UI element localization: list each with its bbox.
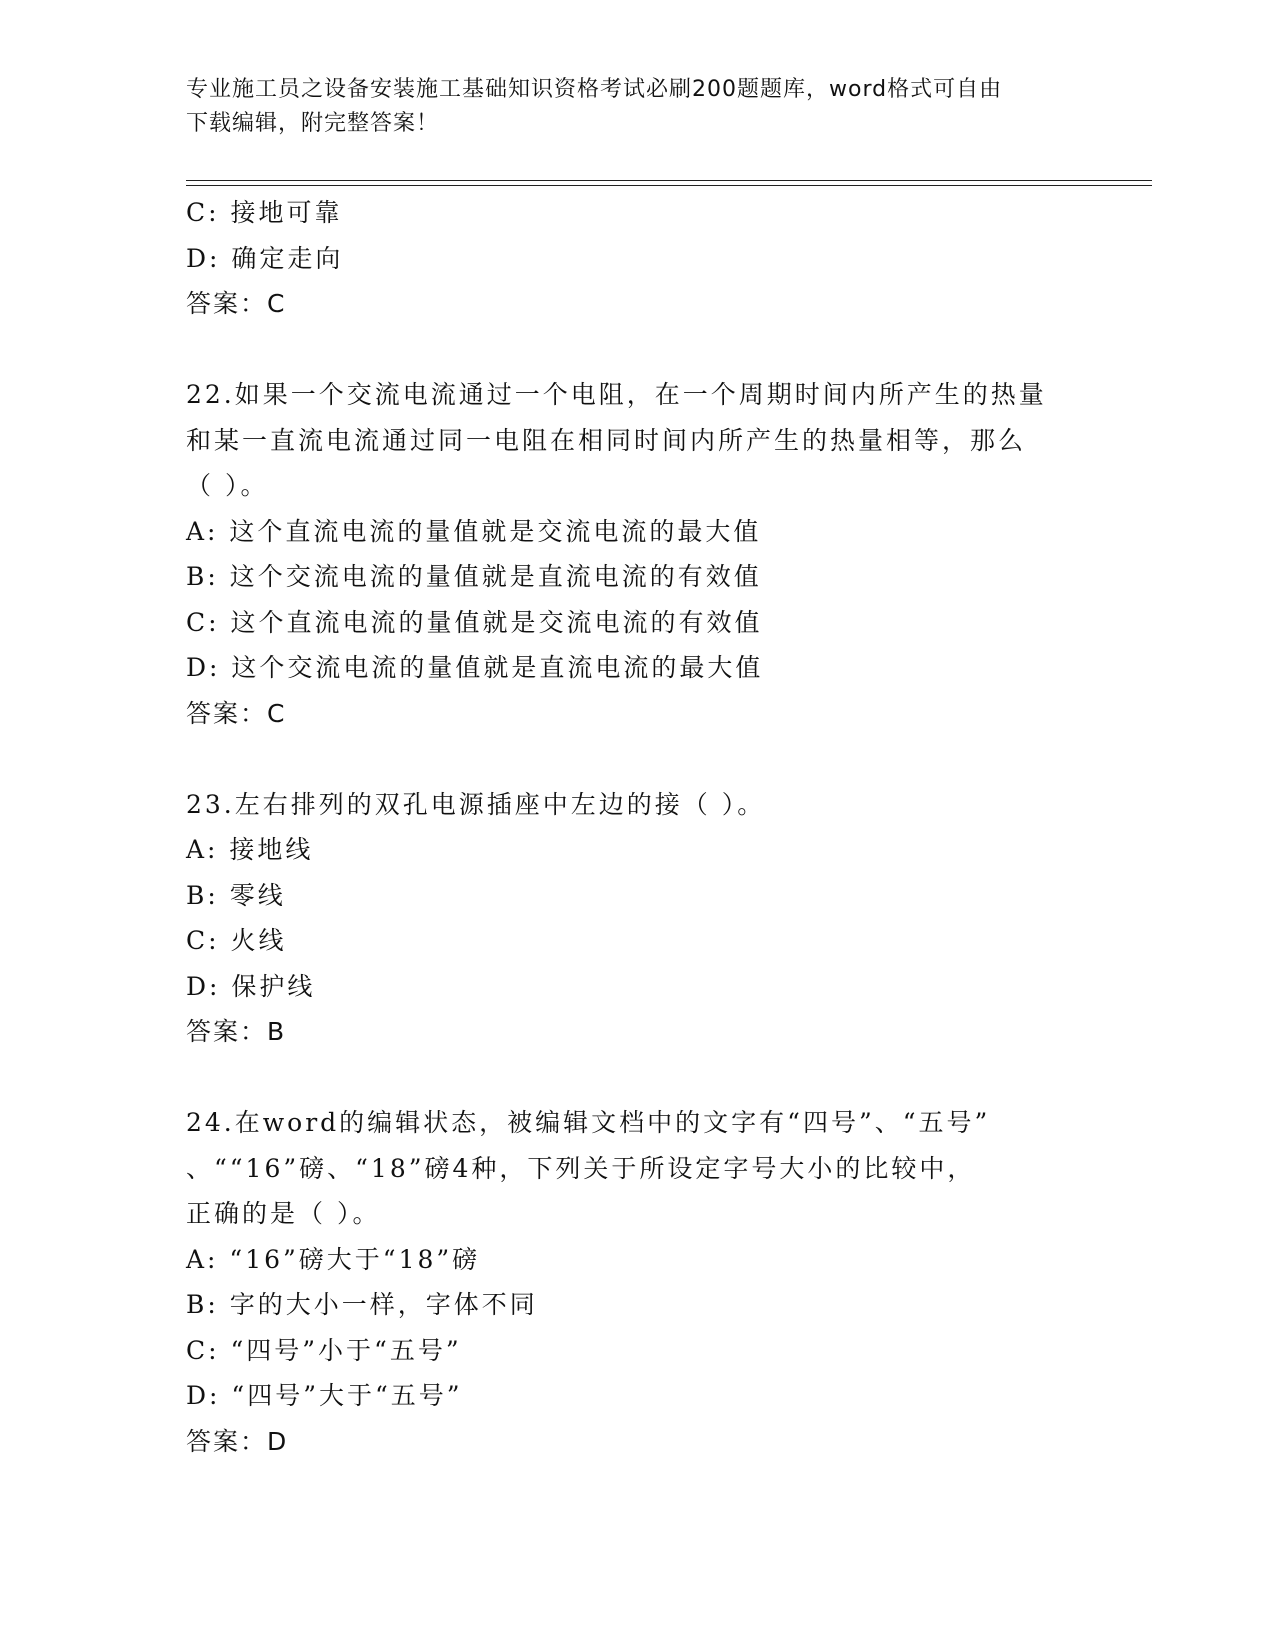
option-a: A: “16”磅大于“18”磅 (186, 1244, 481, 1274)
question-23 (186, 782, 1086, 1055)
question-stem-line: 22.如果一个交流电流通过一个电阻，在一个周期时间内所产生的热量 (186, 380, 1047, 409)
header-line-2: 下载编辑，附完整答案！ (186, 111, 440, 136)
answer-line: 答案：C (186, 698, 287, 728)
question-stem-line: 23.左右排列的双孔电源插座中左边的接（ ）。 (186, 789, 766, 819)
question-22 (186, 372, 1086, 736)
spacer (186, 736, 1086, 782)
header-rule-bottom (186, 185, 1152, 186)
option-a: A: 接地线 (186, 835, 314, 864)
answer-line: 答案：B (186, 1017, 287, 1046)
option-c: C: 火线 (186, 926, 287, 955)
option-d: D: 保护线 (186, 971, 316, 1001)
question-stem-line: （ ）。 (186, 471, 269, 500)
document-header (186, 73, 1086, 141)
option-d: D: 这个交流电流的量值就是直流电流的最大值 (186, 653, 764, 682)
question-stem-line: 、““16”磅、“18”磅4种，下列关于所设定字号大小的比较中， (186, 1153, 976, 1183)
answer-line: 答案：D (186, 1426, 289, 1456)
option-b: B: 字的大小一样，字体不同 (186, 1290, 538, 1319)
header-rule-top (186, 180, 1152, 181)
document-body (186, 190, 1086, 1464)
option-c: C: 接地可靠 (186, 198, 343, 227)
option-c: C: “四号”小于“五号” (186, 1335, 462, 1365)
previous-question-tail (186, 190, 1086, 327)
question-stem-line: 24.在word的编辑状态，被编辑文档中的文字有“四号”、“五号” (186, 1108, 991, 1137)
option-b: B: 零线 (186, 880, 286, 910)
question-stem-line: 和某一直流电流通过同一电阻在相同时间内所产生的热量相等，那么 (186, 425, 1027, 455)
answer-line: 答案：C (186, 289, 287, 318)
option-a: A: 这个直流电流的量值就是交流电流的最大值 (186, 516, 762, 546)
option-b: B: 这个交流电流的量值就是直流电流的有效值 (186, 562, 762, 591)
spacer (186, 327, 1086, 373)
option-c: C: 这个直流电流的量值就是交流电流的有效值 (186, 607, 763, 637)
header-line-1: 专业施工员之设备安装施工基础知识资格考试必刷200题题库，word格式可自由 (186, 77, 1003, 102)
option-d: D: “四号”大于“五号” (186, 1381, 463, 1410)
option-d: D: 确定走向 (186, 243, 344, 273)
question-24 (186, 1100, 1086, 1464)
spacer (186, 1055, 1086, 1101)
question-stem-line: 正确的是（ ）。 (186, 1199, 381, 1228)
